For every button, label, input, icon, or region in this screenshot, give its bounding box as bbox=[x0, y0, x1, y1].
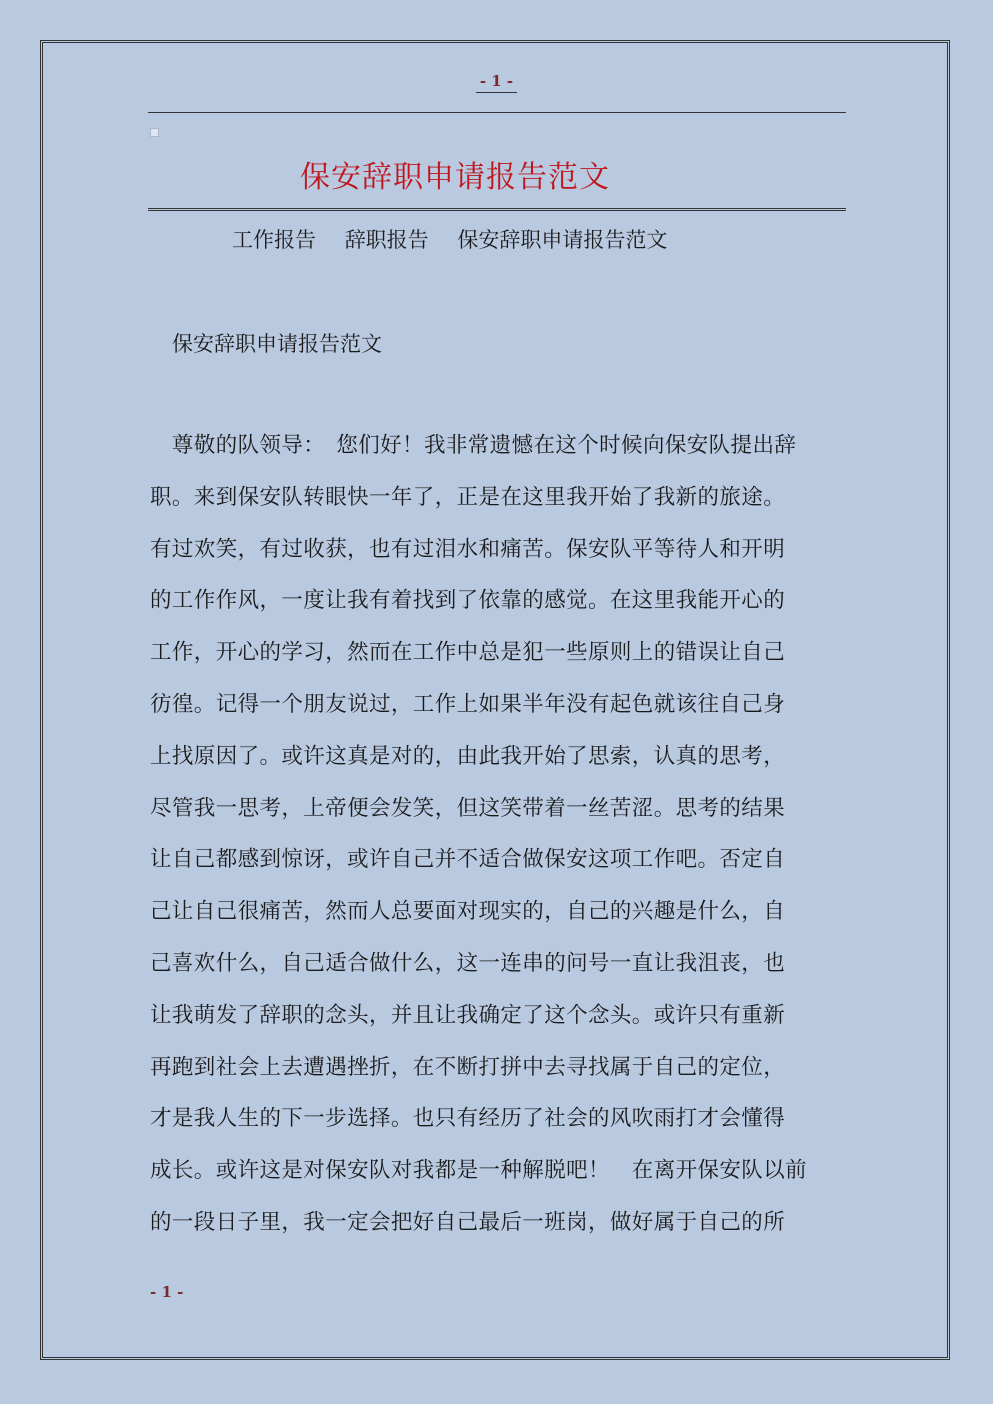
footer-page-number: - 1 - bbox=[150, 1283, 184, 1301]
document-body bbox=[150, 424, 850, 1253]
breadcrumb-item-category[interactable]: 工作报告 bbox=[232, 228, 316, 252]
header-page-number: - 1 - bbox=[0, 72, 993, 93]
body-line: 的工作作风，一度让我有着找到了依靠的感觉。在这里我能开心的 bbox=[150, 588, 786, 614]
body-line: 彷徨。记得一个朋友说过，工作上如果半年没有起色就该往自己身 bbox=[150, 691, 786, 717]
document-subheading: 保安辞职申请报告范文 bbox=[172, 332, 382, 356]
body-line: 上找原因了。或许这真是对的，由此我开始了思索，认真的思考， bbox=[150, 743, 786, 769]
body-line: 尊敬的队领导： 您们好！我非常遗憾在这个时候向保安队提出辞 bbox=[150, 433, 797, 458]
breadcrumb bbox=[232, 224, 689, 254]
breadcrumb-item-current: 保安辞职申请报告范文 bbox=[457, 228, 668, 252]
body-line: 有过欢笑，有过收获，也有过泪水和痛苦。保安队平等待人和开明 bbox=[150, 536, 786, 562]
body-line: 尽管我一思考，上帝便会发笑，但这笑带着一丝苦涩。思考的结果 bbox=[150, 795, 786, 821]
body-line: 己让自己很痛苦，然而人总要面对现实的，自己的兴趣是什么，自 bbox=[150, 899, 786, 925]
body-line: 职。来到保安队转眼快一年了，正是在这里我开始了我新的旅途。 bbox=[150, 484, 786, 510]
body-line: 成长。或许这是对保安队对我都是一种解脱吧！ 在离开保安队以前 bbox=[150, 1158, 808, 1184]
header-rule bbox=[148, 112, 846, 113]
body-line: 让我萌发了辞职的念头，并且让我确定了这个念头。或许只有重新 bbox=[150, 1002, 786, 1028]
title-rule bbox=[148, 208, 846, 211]
body-line: 的一段日子里，我一定会把好自己最后一班岗，做好属于自己的所 bbox=[150, 1209, 786, 1235]
body-line: 才是我人生的下一步选择。也只有经历了社会的风吹雨打才会懂得 bbox=[150, 1106, 786, 1132]
body-line: 工作，开心的学习，然而在工作中总是犯一些原则上的错误让自己 bbox=[150, 640, 786, 666]
body-line: 再跑到社会上去遭遇挫折，在不断打拼中去寻找属于自己的定位， bbox=[150, 1054, 786, 1080]
breadcrumb-item-subcategory[interactable]: 辞职报告 bbox=[344, 228, 429, 252]
body-line: 让自己都感到惊讶，或许自己并不适合做保安这项工作吧。否定自 bbox=[150, 847, 786, 873]
body-line: 己喜欢什么，自己适合做什么，这一连串的问号一直让我沮丧，也 bbox=[150, 950, 786, 976]
document-icon bbox=[150, 128, 159, 137]
document-title: 保安辞职申请报告范文 bbox=[300, 160, 610, 195]
